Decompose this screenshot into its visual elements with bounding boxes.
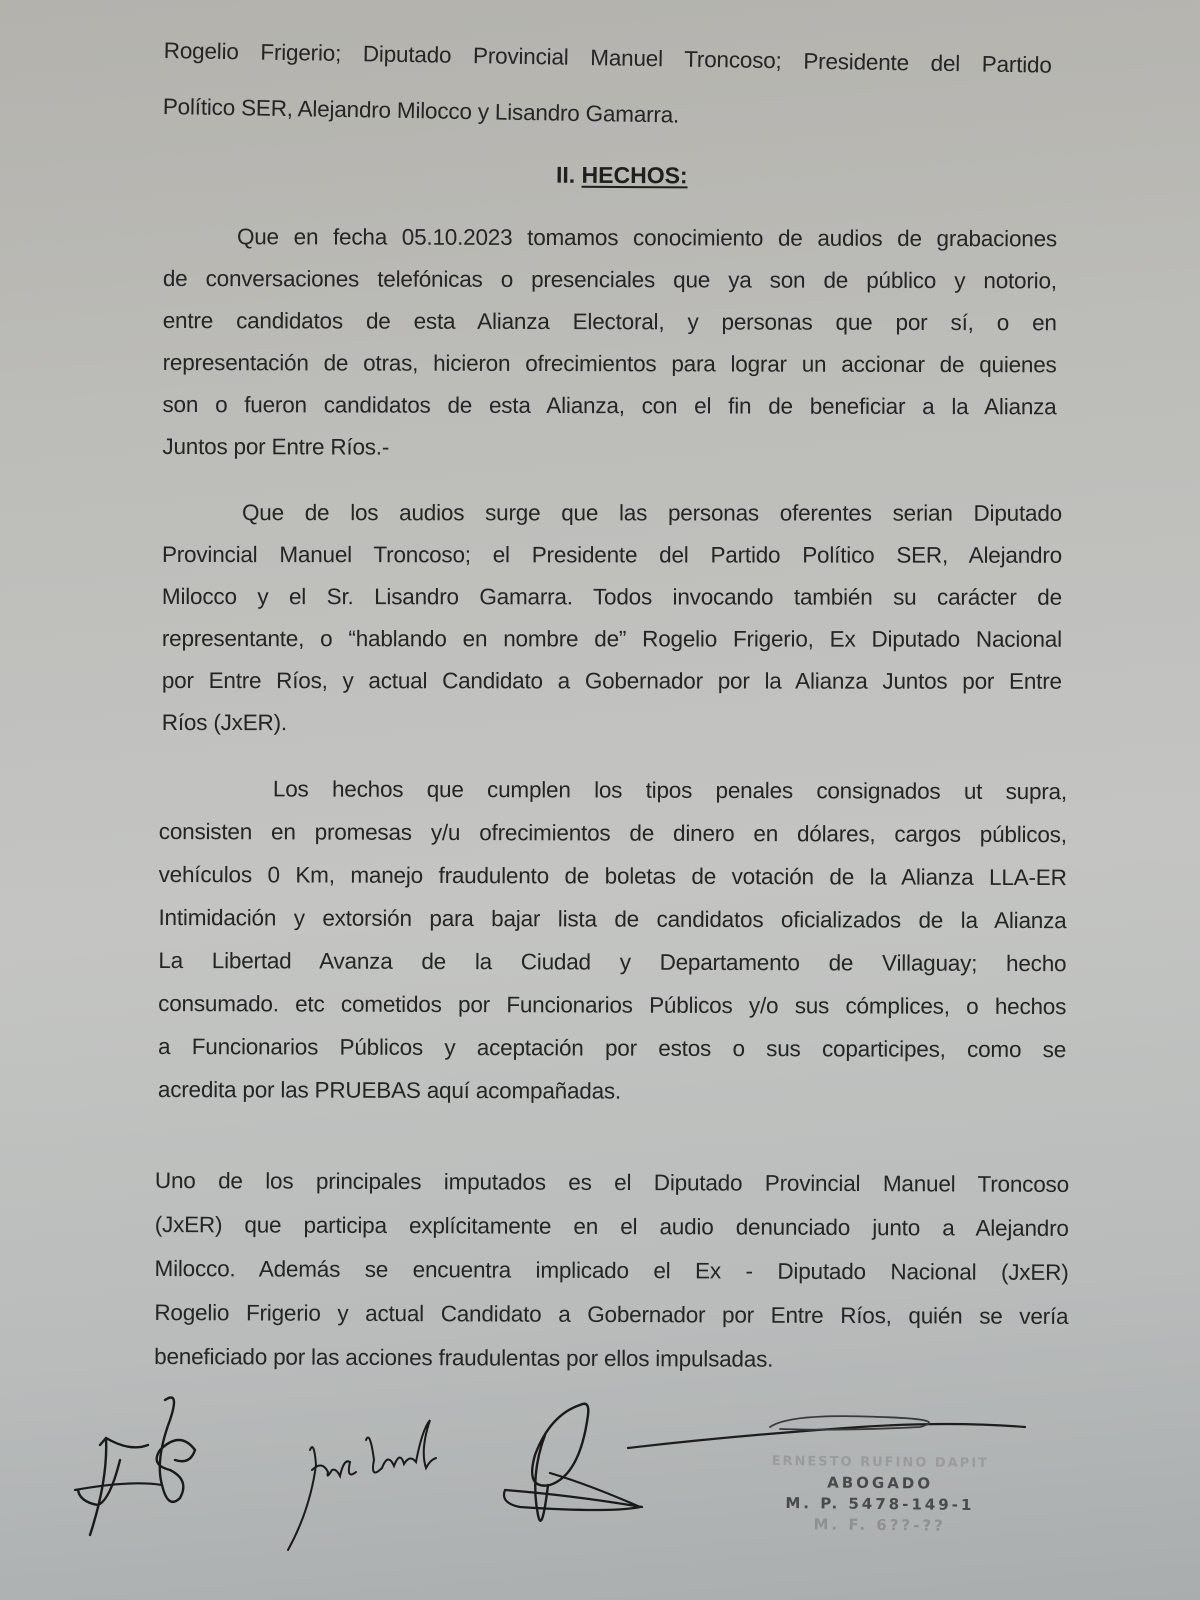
stamp-mp: M. P. 5478-149-1 [785, 1494, 975, 1514]
intro-line: Rogelio Frigerio; Diputado Provincial Manuel Troncoso; Presidente del Partido [163, 38, 1052, 78]
paragraph-line: vehículos 0 Km, manejo fraudulento de boletas de votación de la Alianza LLA-ER [158, 861, 1067, 891]
stamp-title: ABOGADO [827, 1473, 934, 1493]
paragraph-line: son o fueron candidatos de esta Alianza, con el fin de beneficiar a la Alianza [162, 391, 1057, 420]
stamp-mf: M. F. 6??-?? [813, 1515, 946, 1535]
paragraph-line: acredita por las PRUEBAS aquí acompañadas. [157, 1076, 622, 1104]
stamp-name: ERNESTO RUFINO DAPIT [771, 1453, 990, 1472]
paragraph-line: de conversaciones telefónicas o presenciales que ya son de público y notorio, [162, 265, 1057, 294]
paragraph-line: Intimidación y extorsión para bajar lista de candidatos oficializados de la Alianza [158, 904, 1067, 934]
section-title: HECHOS: [581, 161, 688, 189]
paragraph-line: beneficiado por las acciones fraudulentas por ellos impulsadas. [154, 1343, 774, 1372]
paragraph-line: Milocco y el Sr. Lisandro Gamarra. Todos invocando también su carácter de [161, 583, 1062, 610]
paragraph-1 [162, 224, 1057, 460]
paragraph-2 [161, 500, 1062, 736]
paragraph-line: representación de otras, hicieron ofrecimientos para lograr un accionar de quienes [162, 349, 1057, 378]
paragraph-line: La Libertad Avanza de la Ciudad y Departamento de Villaguay; hecho [158, 947, 1067, 977]
lawyer-stamp [760, 1451, 1001, 1538]
section-heading [556, 162, 688, 190]
intro-line: Político SER, Alejandro Milocco y Lisandro Gamarra. [162, 93, 680, 128]
paragraph-4 [154, 1168, 1069, 1372]
paragraph-line: por Entre Ríos, y actual Candidato a Gobernador por la Alianza Juntos por Entre [161, 667, 1062, 694]
paragraph-line: entre candidatos de esta Alianza Electoral, y personas que por sí, o en [162, 307, 1057, 336]
paragraph-line: consumado. etc cometidos por Funcionarios Públicos y/o sus cómplices, o hechos [158, 990, 1067, 1020]
paragraph-line: Que en fecha 05.10.2023 tomamos conocimiento de audios de grabaciones [236, 224, 1057, 252]
paragraph-3 [157, 776, 1067, 1104]
paragraph-line: Ríos (JxER). [161, 709, 287, 736]
paragraph-line: Rogelio Frigerio y actual Candidato a Gobernador por Entre Ríos, quién se vería [154, 1299, 1069, 1329]
paragraph-line: representante, o “hablando en nombre de” Rogelio Frigerio, Ex Diputado Nacional [161, 625, 1062, 652]
paragraph-line: Milocco. Además se encuentra implicado el Ex - Diputado Nacional (JxER) [154, 1255, 1069, 1285]
paragraph-line: Los hechos que cumplen los tipos penales consignados ut supra, [272, 776, 1067, 805]
paragraph-line: Que de los audios surge que las personas oferentes serian Diputado [241, 500, 1062, 526]
signature-2 [270, 1410, 450, 1560]
intro-paragraph [162, 38, 1052, 128]
paragraph-line: consisten en promesas y/u ofrecimientos de dinero en dólares, cargos públicos, [158, 818, 1067, 848]
paragraph-line: Uno de los principales imputados es el Diputado Provincial Manuel Troncoso [154, 1168, 1069, 1197]
paragraph-line: Juntos por Entre Ríos.- [162, 433, 390, 460]
paragraph-line: (JxER) que participa explícitamente en el audio denunciado junto a Alejandro [154, 1211, 1069, 1241]
signature-1 [70, 1390, 230, 1550]
paragraph-line: a Funcionarios Públicos y aceptación por estos o sus coparticipes, como se [158, 1033, 1067, 1063]
section-number: II. [555, 161, 576, 188]
paragraph-line: Provincial Manuel Troncoso; el Presidente del Partido Político SER, Alejandro [161, 542, 1062, 568]
